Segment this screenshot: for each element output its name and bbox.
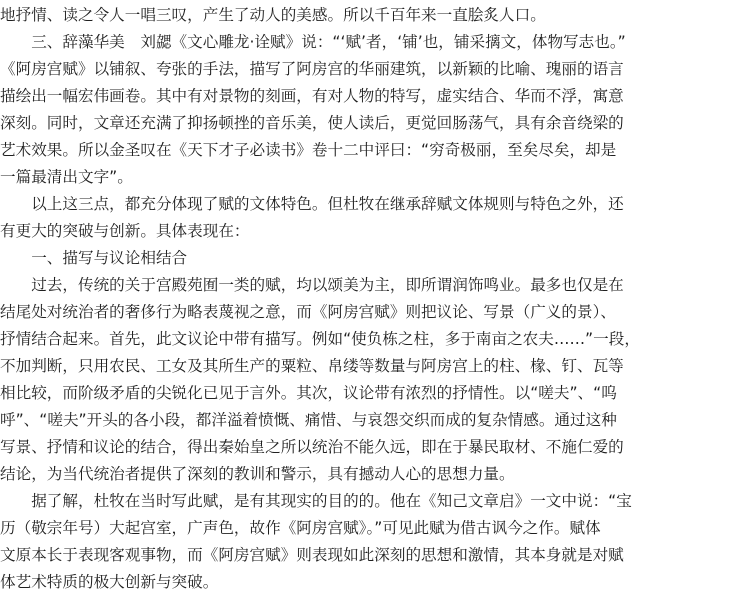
text-line-8: 以上这三点，都充分体现了赋的文体特色。但杜牧在继承辞赋文体规则与特色之外，还 bbox=[0, 195, 624, 213]
text-line-6: 艺术效果。所以金圣叹在《天下才子必读书》卷十二中评曰：“穷奇极丽，至矣尽矣，却是 bbox=[0, 141, 617, 159]
text-line-9: 有更大的突破与创新。具体表现在： bbox=[0, 222, 250, 240]
text-line-2: 三、辞藻华美 刘勰《文心雕龙·诠赋》说：“‘赋’者，‘铺’也，铺采摛文，体物写志也。” bbox=[0, 33, 626, 51]
section-heading: 一、描写与议论相结合 bbox=[0, 249, 188, 267]
text-line-12: 结尾处对统治者的奢侈行为略表蔑视之意，而《阿房宫赋》则把议论、写景（广义的景）、 bbox=[0, 303, 616, 321]
text-line-3: 《阿房宫赋》以铺叙、夸张的手法，描写了阿房宫的华丽建筑，以新颖的比喻、瑰丽的语言 bbox=[0, 60, 624, 78]
text-line-22: 体艺术特质的极大创新与突破。 bbox=[0, 573, 219, 591]
text-line-11: 过去，传统的关于宫殿苑囿一类的赋，均以颂美为主，即所谓润饰鸣业。最多也仅是在 bbox=[0, 276, 624, 294]
text-line-21: 文原本长于表现客观事物，而《阿房宫赋》则表现如此深刻的思想和激情，其本身就是对赋 bbox=[0, 546, 624, 564]
text-line-17: 写景、抒情和议论的结合，得出秦始皇之所以统治不能久远，即在于暴民取材、不施仁爱的 bbox=[0, 438, 624, 456]
text-line-7: 一篇最清出文字”。 bbox=[0, 168, 133, 186]
text-line-15: 相比较，而阶级矛盾的尖锐化已见于言外。其次，议论带有浓烈的抒情性。以“嗟夫”、“呜 bbox=[0, 384, 617, 402]
text-line-13: 抒情结合起来。首先，此文议论中带有描写。例如“使负栋之柱，多于南亩之农夫……”一段， bbox=[0, 330, 640, 348]
text-line-1: 地抒情、读之令人一唱三叹，产生了动人的美感。所以千百年来一直脍炙人口。 bbox=[0, 6, 546, 24]
text-line-20: 历（敬宗年号）大起宫室，广声色，故作《阿房宫赋》。”可见此赋为借古讽今之作。赋体 bbox=[0, 519, 601, 537]
text-line-14: 不加判断，只用农民、工女及其所生产的粟粒、帛缕等数量与阿房宫上的柱、椽、钉、瓦等 bbox=[0, 357, 624, 375]
text-line-4: 描绘出一幅宏伟画卷。其中有对景物的刻画，有对人物的特写，虚实结合、华而不浮，寓意 bbox=[0, 87, 624, 105]
text-line-16: 呼”、“嗟夫”开头的各小段，都洋溢着愤慨、痛惜、与哀怨交织而成的复杂情感。通过这种 bbox=[0, 411, 617, 429]
text-line-5: 深刻。同时，文章还充满了抑扬顿挫的音乐美，使人读后，更觉回肠荡气，具有余音绕梁的 bbox=[0, 114, 624, 132]
text-line-19: 据了解，杜牧在当时写此赋，是有其现实的目的的。他在《知己文章启》一文中说：“宝 bbox=[0, 492, 632, 510]
text-line-18: 结论，为当代统治者提供了深刻的教训和警示，具有撼动人心的思想力量。 bbox=[0, 465, 515, 483]
